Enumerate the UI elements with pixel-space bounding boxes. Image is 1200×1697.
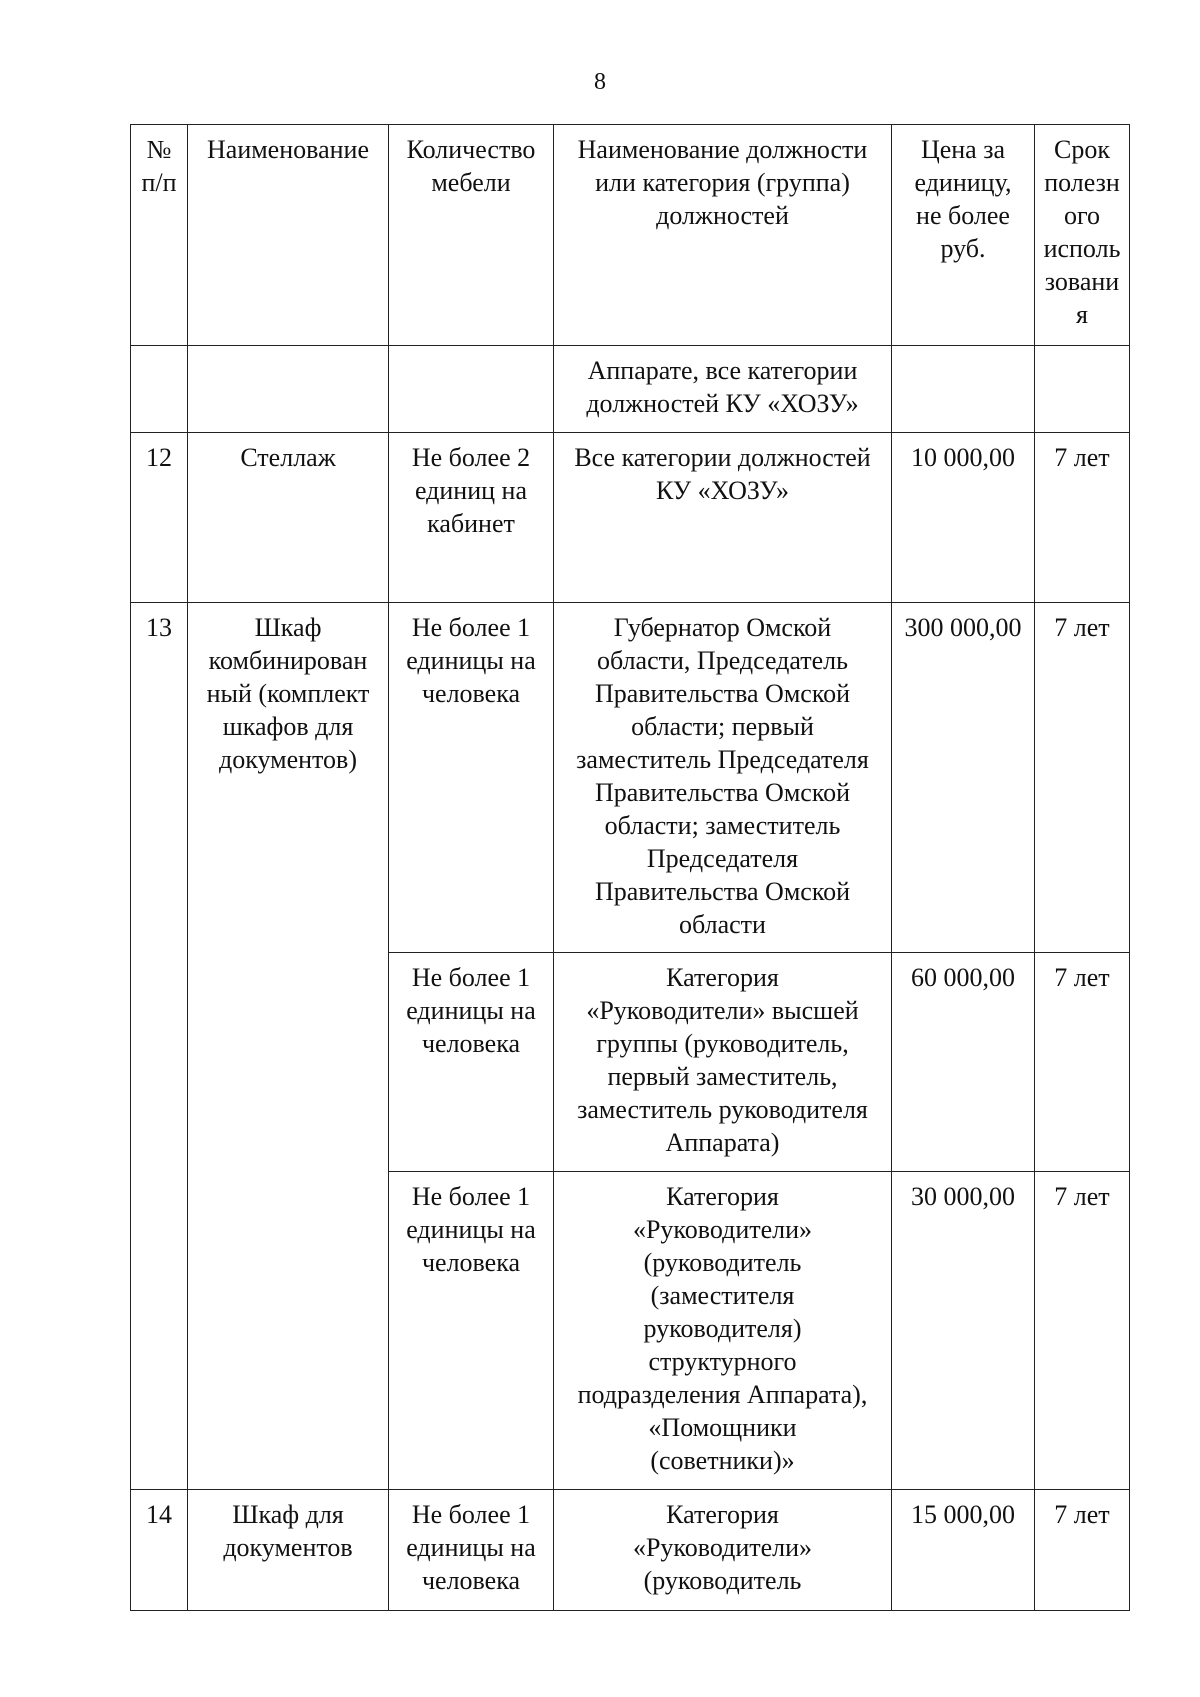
cell-qty: Не более 1 единицы на человека xyxy=(389,603,554,953)
cell-term: 7 лет xyxy=(1035,1172,1130,1490)
cell-price xyxy=(892,346,1035,433)
cell-term: 7 лет xyxy=(1035,1490,1130,1611)
table-row-12 xyxy=(131,433,1130,603)
cell-num: 14 xyxy=(131,1490,188,1611)
cell-num: 12 xyxy=(131,433,188,603)
cell-price: 60 000,00 xyxy=(892,953,1035,1172)
cell-term xyxy=(1035,346,1130,433)
header-term: Срок полезн ого исполь зовани я xyxy=(1035,125,1130,346)
table-row-continuation xyxy=(131,346,1130,433)
header-qty: Количество мебели xyxy=(389,125,554,346)
cell-num: 13 xyxy=(131,603,188,1490)
cell-qty: Не более 2 единиц на кабинет xyxy=(389,433,554,603)
page-number: 8 xyxy=(594,69,606,95)
header-price: Цена за единицу, не более руб. xyxy=(892,125,1035,346)
cell-term: 7 лет xyxy=(1035,603,1130,953)
table-row-13a xyxy=(131,603,1130,953)
cell-position: Категория «Руководители» (руководитель (заместителя руководителя) структурного подразделения Аппарата), «Помощники (советники)» xyxy=(554,1172,892,1490)
cell-name: Шкаф для документов xyxy=(188,1490,389,1611)
cell-name: Стеллаж xyxy=(188,433,389,603)
cell-term: 7 лет xyxy=(1035,433,1130,603)
cell-price: 300 000,00 xyxy=(892,603,1035,953)
cell-qty xyxy=(389,346,554,433)
cell-name: Шкаф комбинирован ный (комплект шкафов для документов) xyxy=(188,603,389,1490)
cell-qty: Не более 1 единицы на человека xyxy=(389,953,554,1172)
header-name: Наименование xyxy=(188,125,389,346)
cell-price: 10 000,00 xyxy=(892,433,1035,603)
table-header-row xyxy=(131,125,1130,346)
cell-position: Категория «Руководители» высшей группы (руководитель, первый заместитель, заместитель руководителя Аппарата) xyxy=(554,953,892,1172)
cell-name xyxy=(188,346,389,433)
cell-position: Губернатор Омской области, Председатель Правительства Омской области; первый заместитель Председателя Правительства Омской области; заместитель Председателя Правительства Омской области xyxy=(554,603,892,953)
table-row-14 xyxy=(131,1490,1130,1611)
cell-position: Все категории должностей КУ «ХОЗУ» xyxy=(554,433,892,603)
header-num: № п/п xyxy=(131,125,188,346)
cell-position: Аппарате, все категории должностей КУ «ХОЗУ» xyxy=(554,346,892,433)
cell-qty: Не более 1 единицы на человека xyxy=(389,1172,554,1490)
header-position: Наименование должности или категория (группа) должностей xyxy=(554,125,892,346)
cell-qty: Не более 1 единицы на человека xyxy=(389,1490,554,1611)
furniture-norms-table xyxy=(130,124,1130,1611)
cell-term: 7 лет xyxy=(1035,953,1130,1172)
cell-price: 30 000,00 xyxy=(892,1172,1035,1490)
cell-price: 15 000,00 xyxy=(892,1490,1035,1611)
cell-num xyxy=(131,346,188,433)
cell-position: Категория «Руководители» (руководитель xyxy=(554,1490,892,1611)
